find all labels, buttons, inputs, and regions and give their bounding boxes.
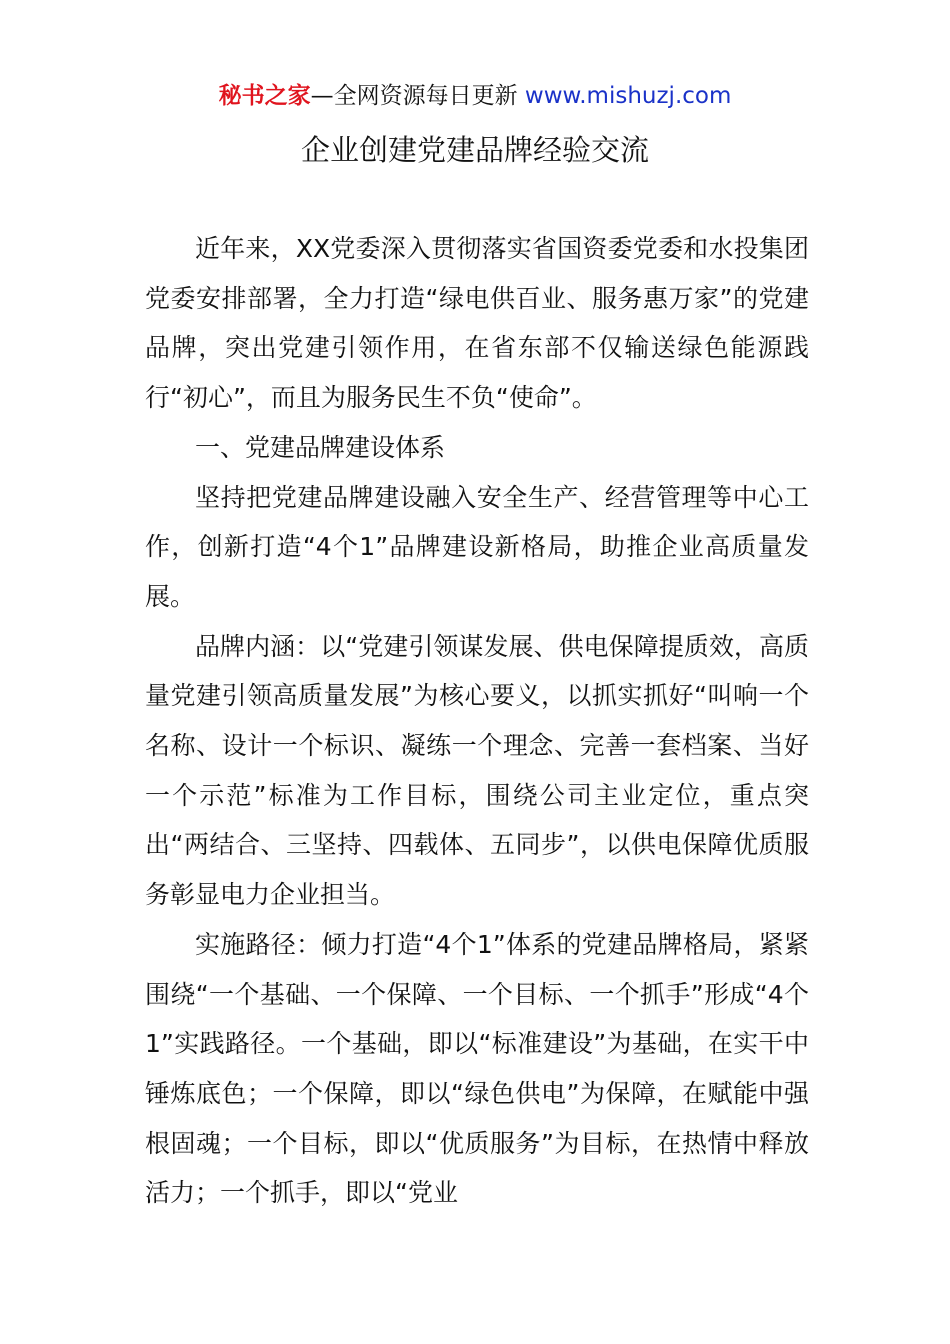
section-heading: 一、党建品牌建设体系 (195, 432, 446, 462)
document-title: 企业创建党建品牌经验交流 (300, 133, 649, 167)
paragraph-system: 坚持把党建品牌建设融入安全生产、经营管理等中心工作，创新打造“4个1”品牌建设新格局，助推企业高质量发展。 (145, 482, 809, 611)
document-body (145, 224, 809, 1218)
paragraph-path: 实施路径：倾力打造“4个1”体系的党建品牌格局，紧紧围绕“一个基础、一个保障、一个目标、一个抓手”形成“4个1”实践路径。一个基础，即以“标准建设”为基础，在实干中锤炼底色；一个保障，即以“绿色供电”为保障，在赋能中强根固魂；一个目标，即以“优质服务”为目标，在热情中释放活力；一个抓手，即以“党业 (145, 929, 809, 1208)
paragraph-connotation: 品牌内涵：以“党建引领谋发展、供电保障提质效，高质量党建引领高质量发展”为核心要义，以抓实抓好“叫响一个名称、设计一个标识、凝练一个理念、完善一套档案、当好一个示范”标准为工作目标，围绕公司主业定位，重点突出“两结合、三坚持、四载体、五同步”，以供电保障优质服务彰显电力企业担当。 (145, 631, 809, 910)
site-url-link[interactable]: www.mishuzj.com (524, 83, 732, 109)
site-header (0, 80, 950, 112)
paragraph-intro: 近年来，XX党委深入贯彻落实省国资委党委和水投集团党委安排部署，全力打造“绿电供百业、服务惠万家”的党建品牌，突出党建引领作用，在省东部不仅输送绿色能源践行“初心”，而且为服务民生不负“使命”。 (145, 234, 809, 413)
brand-name: 秘书之家 (218, 83, 311, 109)
header-slogan: —全网资源每日更新 (310, 83, 525, 109)
